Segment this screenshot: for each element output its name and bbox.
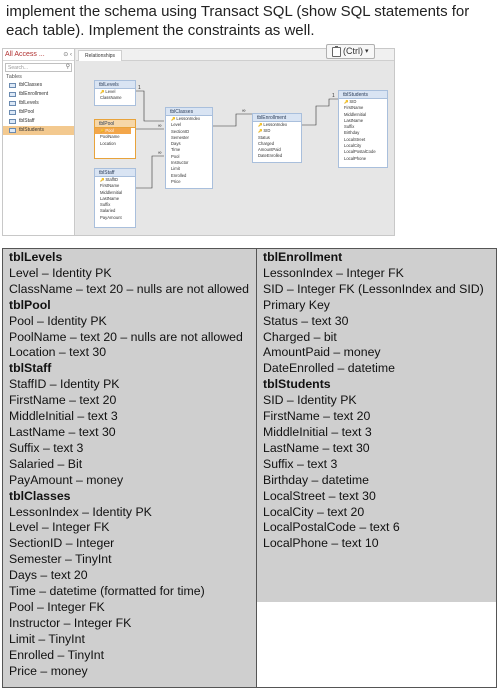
table-icon xyxy=(9,83,16,88)
rel-one-label: 1 xyxy=(332,93,335,99)
schema-field-line: Suffix – text 3 xyxy=(9,440,84,455)
schema-field-line: MiddleInitial – text 3 xyxy=(9,409,118,424)
schema-field-line: Time – datetime (formatted for time) xyxy=(9,584,205,599)
schema-field-line: Suffix – text 3 xyxy=(263,456,338,471)
nav-item-tblclasses[interactable]: tblClasses xyxy=(3,81,74,90)
schema-field-line: SID – Integer FK (LessonIndex and SID) xyxy=(263,281,484,296)
schema-left-column xyxy=(3,249,257,687)
schema-field-line: DateEnrolled – datetime xyxy=(263,361,395,376)
nav-search-input[interactable] xyxy=(5,63,72,72)
diagram-table-tblenrollment[interactable]: tblEnrollment 🔑 LessonIndex 🔑 SID Status Charged AmountPaid DateEnrolled xyxy=(252,113,302,163)
rel-students-enrollment xyxy=(302,99,338,125)
rel-classes-enrollment xyxy=(212,114,252,126)
diagram-table-tbllevels[interactable]: tblLevels 🔑 Level ClassName xyxy=(94,80,136,106)
schema-table-heading: tblStudents xyxy=(263,377,331,392)
rel-many-label: ∞ xyxy=(158,150,162,156)
schema-constraints-table xyxy=(2,248,497,688)
paste-options-label: (Ctrl) xyxy=(343,46,363,56)
diagram-table-tblstaff[interactable]: tblStaff 🔑 StaffID FirstName MiddleInitial LastName Suffix Salaried PayAmount xyxy=(94,168,136,228)
schema-table-heading: tblEnrollment xyxy=(263,250,343,264)
nav-group-tables[interactable]: Tables xyxy=(6,74,22,80)
schema-field-line: Instructor – Integer FK xyxy=(9,615,132,630)
schema-field-line: PoolName – text 20 – nulls are not allowed xyxy=(9,329,243,344)
schema-field-line: LessonIndex – Identity PK xyxy=(9,504,152,519)
access-window xyxy=(2,48,395,236)
table-icon xyxy=(9,92,16,97)
search-icon: ⚲ xyxy=(65,64,70,70)
nav-search-placeholder: Search... xyxy=(8,65,29,71)
rel-levels-classes xyxy=(134,91,164,121)
schema-field-line: SID – Identity PK xyxy=(263,393,357,408)
schema-field-line: Charged – bit xyxy=(263,329,337,344)
nav-item-tblstudents[interactable]: tblStudents xyxy=(3,126,74,135)
schema-field-line: LessonIndex – Integer FK xyxy=(263,265,404,280)
schema-field-line: PayAmount – money xyxy=(9,472,124,487)
schema-field-line: FirstName – text 20 xyxy=(9,393,117,408)
diagram-table-tblstudents[interactable]: tblStudents 🔑 SID FirstName MiddleInitial LastName Suffix Birthday LocalStreet LocalCity LocalPostalCode LocalPhone xyxy=(338,90,388,168)
table-icon xyxy=(9,119,16,124)
table-icon xyxy=(9,128,16,133)
schema-field-line: Level – Integer FK xyxy=(9,520,110,535)
schema-field-line: AmountPaid – money xyxy=(263,345,381,360)
schema-field-line: Location – text 30 xyxy=(9,345,107,360)
schema-right-column xyxy=(257,249,496,687)
rel-many-label: ∞ xyxy=(158,123,162,129)
schema-field-line: Primary Key xyxy=(263,297,330,312)
schema-field-line: Semester – TinyInt xyxy=(9,552,112,567)
nav-item-tblpool[interactable]: tblPool xyxy=(3,108,74,117)
rel-many-label: ∞ xyxy=(242,108,246,114)
schema-field-line: Enrolled – TinyInt xyxy=(9,647,105,662)
rel-one-label: 1 xyxy=(138,85,141,91)
schema-field-line: Price – money xyxy=(9,663,88,678)
schema-table-heading: tblStaff xyxy=(9,361,52,376)
relationships-canvas[interactable] xyxy=(76,61,395,236)
schema-field-line: Salaried – Bit xyxy=(9,456,83,471)
rel-staff-classes xyxy=(134,156,164,188)
schema-field-line: LocalStreet – text 30 xyxy=(263,488,376,503)
clipboard-icon xyxy=(332,47,341,57)
schema-table-heading: tblPool xyxy=(9,297,51,312)
nav-item-tblenrollment[interactable]: tblEnrollment xyxy=(3,90,74,99)
schema-field-line: Level – Identity PK xyxy=(9,265,112,280)
schema-field-line: Pool – Identity PK xyxy=(9,313,107,328)
nav-pane-controls-icon[interactable]: ⊙ ‹ xyxy=(63,51,72,58)
navigation-pane xyxy=(3,49,75,236)
nav-item-tbllevels[interactable]: tblLevels xyxy=(3,99,74,108)
schema-field-line: Status – text 30 xyxy=(263,313,349,328)
diagram-table-tblpool[interactable]: tblPool 🔑 Pool PoolName Location xyxy=(94,119,136,159)
schema-field-line: StaffID – Identity PK xyxy=(9,377,120,392)
schema-field-line: ClassName – text 20 – nulls are not allowed xyxy=(9,281,249,296)
schema-field-line: SectionID – Integer xyxy=(9,536,115,551)
schema-field-line: LastName – text 30 xyxy=(9,424,116,439)
schema-table-heading: tblLevels xyxy=(9,250,63,264)
table-icon xyxy=(9,101,16,106)
schema-field-line: LastName – text 30 xyxy=(263,440,370,455)
schema-field-line: LocalPostalCode – text 6 xyxy=(263,520,400,535)
nav-item-tblstaff[interactable]: tblStaff xyxy=(3,117,74,126)
schema-table-heading: tblClasses xyxy=(9,488,71,503)
diagram-table-tblclasses[interactable]: tblClasses 🔑 LessonIndex Level SectionID Semester Days Time Pool Instructor Limit Enrolled Price xyxy=(165,107,213,189)
paste-options-button[interactable] xyxy=(326,44,375,59)
schema-field-line: LocalPhone – text 10 xyxy=(263,536,379,551)
tab-relationships[interactable]: Relationships xyxy=(78,50,122,61)
schema-field-line: LocalCity – text 20 xyxy=(263,504,365,519)
nav-pane-title: All Access ... xyxy=(5,50,45,58)
schema-field-line: Birthday – datetime xyxy=(263,472,369,487)
question-text: implement the schema using Transact SQL (show SQL statements for each table). Implement the constraints as well. xyxy=(6,3,470,39)
table-icon xyxy=(9,110,16,115)
nav-pane-header[interactable] xyxy=(3,49,74,61)
schema-field-line: Limit – TinyInt xyxy=(9,631,85,646)
schema-field-line: FirstName – text 20 xyxy=(263,409,371,424)
schema-field-line: Days – text 20 xyxy=(9,568,88,583)
schema-field-line: MiddleInitial – text 3 xyxy=(263,424,372,439)
schema-field-line: Pool – Integer FK xyxy=(9,599,105,614)
chevron-down-icon: ▾ xyxy=(365,48,369,55)
